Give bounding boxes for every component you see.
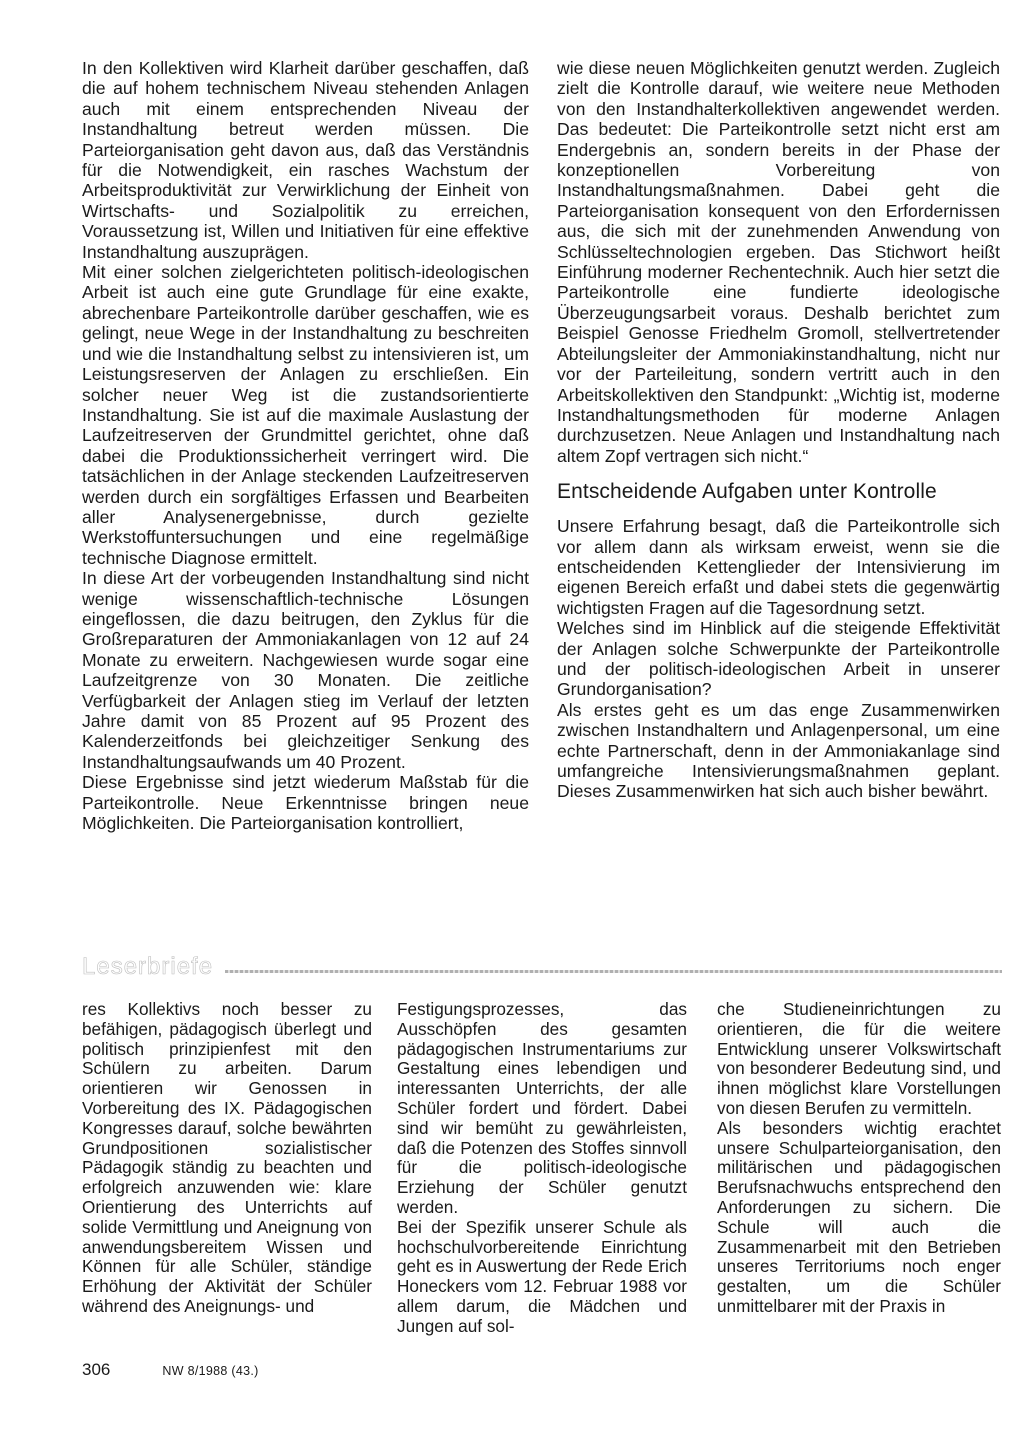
paragraph: Bei der Spezifik unserer Schule als hochschulvorbereitende Einrichtung geht es in Auswertung der Rede Erich Honeckers vom 12. Februar 1988 vor allem darum, die Mädchen und Jungen auf sol- <box>397 1216 687 1336</box>
paragraph: res Kollektivs noch besser zu befähigen, pädagogisch überlegt und politisch prinzipienfest mit den Schülern zu arbeiten. Darum orientieren wir Genossen in Vorbereitung des IX. Pädagogischen Kongresses darauf, solche bewährten Grundpositionen sozialistischer Pädagogik ständig zu beachten und erfolgreich anzuwenden wie: klare Orientierung des Unterrichts auf solide Vermittlung und Aneignung von anwendungsbereitem Wissen und Können für alle Schüler, ständige Erhöhung der Aktivität der Schüler während des Aneignungs- und <box>82 999 372 1316</box>
upper-left-column <box>82 58 529 833</box>
paragraph: che Studieneinrichtungen zu orientieren, die für die weitere Entwicklung unserer Volkswirtschaft von besonderer Bedeutung sind, und ihnen möglichst klare Vorstellungen von diesen Berufen zu vermitteln. <box>717 999 1001 1118</box>
upper-right-column <box>557 58 1000 802</box>
paragraph: Diese Ergebnisse sind jetzt wiederum Maßstab für die Parteikontrolle. Neue Erkenntnisse bringen neue Möglichkeiten. Die Parteiorganisation kontrolliert, <box>82 772 529 834</box>
lower-column-2 <box>397 1000 687 1337</box>
section-heading: Entscheidende Aufgaben unter Kontrolle <box>557 480 937 504</box>
paragraph: Mit einer solchen zielgerichteten politisch-ideologischen Arbeit ist auch eine gute Grundlage für eine exakte, abrechenbare Parteikontrolle darüber geschaffen, wie es gelingt, neue Wege in der Instandhaltung zu beschreiten und wie die Instandhaltung selbst zu intensivieren ist, um Leistungsreserven der Anlagen zu erschließen. Ein solcher neuer Weg ist die zustandsorientierte Instandhaltung. Sie ist auf die maximale Auslastung der Laufzeitreserven der Grundmittel gerichtet, ohne daß dabei die Produktionssicherheit verringert wird. Die tatsächlichen in der Anlage steckenden Laufzeitreserven werden durch ein sorgfältiges Erfassen und Bearbeiten aller Analysenergebnisse, durch gezielte Werkstoffuntersuchungen und eine regelmäßige technische Diagnose ermittelt. <box>82 262 529 568</box>
page-number: 306 <box>82 1360 111 1379</box>
paragraph: Welches sind im Hinblick auf die steigende Effektivität der Anlagen solche Schwerpunkte der Parteikontrolle und der politisch-ideologischen Arbeit in unserer Grundorganisation? <box>557 618 1000 700</box>
section-label-bar <box>82 952 1002 982</box>
paragraph: Festigungsprozesses, das Ausschöpfen des gesamten pädagogischen Instrumentariums zur Gestaltung eines lebendigen und interessanten Unterrichts, der alle Schüler fordert und fördert. Dabei sind wir bemüht zu gewährleisten, daß die Potenzen des Stoffes sinnvoll für die politisch-ideologische Erziehung der Schüler genutzt werden. <box>397 999 687 1217</box>
paragraph: Als erstes geht es um das enge Zusammenwirken zwischen Instandhaltern und Anlagenpersonal, um eine echte Partnerschaft, denn in der Ammoniakanlage sind umfangreiche Intensivierungsmaßnahmen geplant. Dieses Zusammenwirken hat sich auch bisher bewährt. <box>557 699 1000 802</box>
paragraph: wie diese neuen Möglichkeiten genutzt werden. Zugleich zielt die Kontrolle darauf, wie weitere neue Methoden von den Instandhalterkollektiven angewendet werden. Das bedeutet: Die Parteikontrolle setzt nicht erst am Endergebnis an, sondern bereits in der Phase der konzeptionellen Vorbereitung von Instandhaltungsmaßnahmen. Dabei geht die Parteiorganisation konsequent von den Erfordernissen aus, die sich mit der zunehmenden Anwendung von Schlüsseltechnologien ergeben. Das Stichwort heißt Einführung moderner Rechentechnik. Auch hier setzt die Parteikontrolle eine fundierte ideologische Überzeugungsarbeit voraus. Deshalb berichtet zum Beispiel Genosse Friedhelm Gromoll, stellvertretender Abteilungsleiter der Ammoniakinstandhaltung, nicht nur vor der Parteileitung, sondern vertritt auch in den Arbeitskollektiven den Standpunkt: „Wichtig ist, moderne Instandhaltungsmethoden für moderne Anlagen durchzusetzen. Neue Anlagen und Instandhaltung nach altem Zopf vertragen sich nicht.“ <box>557 58 1000 466</box>
paragraph: Unsere Erfahrung besagt, daß die Parteikontrolle sich vor allem dann als wirksam erweist, wenn sie die entscheidenden Kettenglieder der Intensivierung im eigenen Bereich erfaßt und dabei stets die gegenwärtig wichtigsten Fragen auf die Tagesordnung setzt. <box>557 516 1000 618</box>
journal-reference: NW 8/1988 (43.) <box>162 1364 259 1378</box>
paragraph: In den Kollektiven wird Klarheit darüber geschaffen, daß die auf hohem technischem Niveau stehenden Anlagen auch mit einem entsprechenden Niveau der Instandhaltung betreut werden müssen. Die Parteiorganisation geht davon aus, daß das Verständnis für die Notwendigkeit, ein rasches Wachstum der Arbeitsproduktivität zur Verwirklichung der Einheit von Wirtschafts- und Sozialpolitik zu erreichen, Voraussetzung ist, Willen und Initiativen für eine effektive Instandhaltung auszuprägen. <box>82 58 529 262</box>
section-divider <box>225 970 1002 973</box>
lower-column-3 <box>717 1000 1001 1317</box>
paragraph: Als besonders wichtig erachtet unsere Schulparteiorganisation, den militärischen und pädagogischen Berufsnachwuchs entsprechend den Anforderungen zu sichern. Die Schule will auch die Zusammenarbeit mit den Betrieben unseres Territoriums noch enger gestalten, um die Schüler unmittelbarer mit der Praxis in <box>717 1117 1001 1316</box>
paragraph: In diese Art der vorbeugenden Instandhaltung sind nicht wenige wissenschaftlich-technische Lösungen eingeflossen, die dazu beitrugen, den Zyklus für die Großreparaturen der Ammoniakanlagen von 12 auf 24 Monate zu erweitern. Nachgewiesen wurde sogar eine Laufzeitgrenze von 30 Monaten. Die zeitliche Verfügbarkeit der Anlagen stieg im Verlauf der letzten Jahre damit von 85 Prozent auf 95 Prozent des Kalenderzeitfonds bei gleichzeitiger Senkung des Instandhaltungsaufwands um 40 Prozent. <box>82 568 529 772</box>
lower-column-1 <box>82 1000 372 1317</box>
section-label: Leserbriefe <box>82 953 214 980</box>
page-footer <box>82 1360 259 1380</box>
